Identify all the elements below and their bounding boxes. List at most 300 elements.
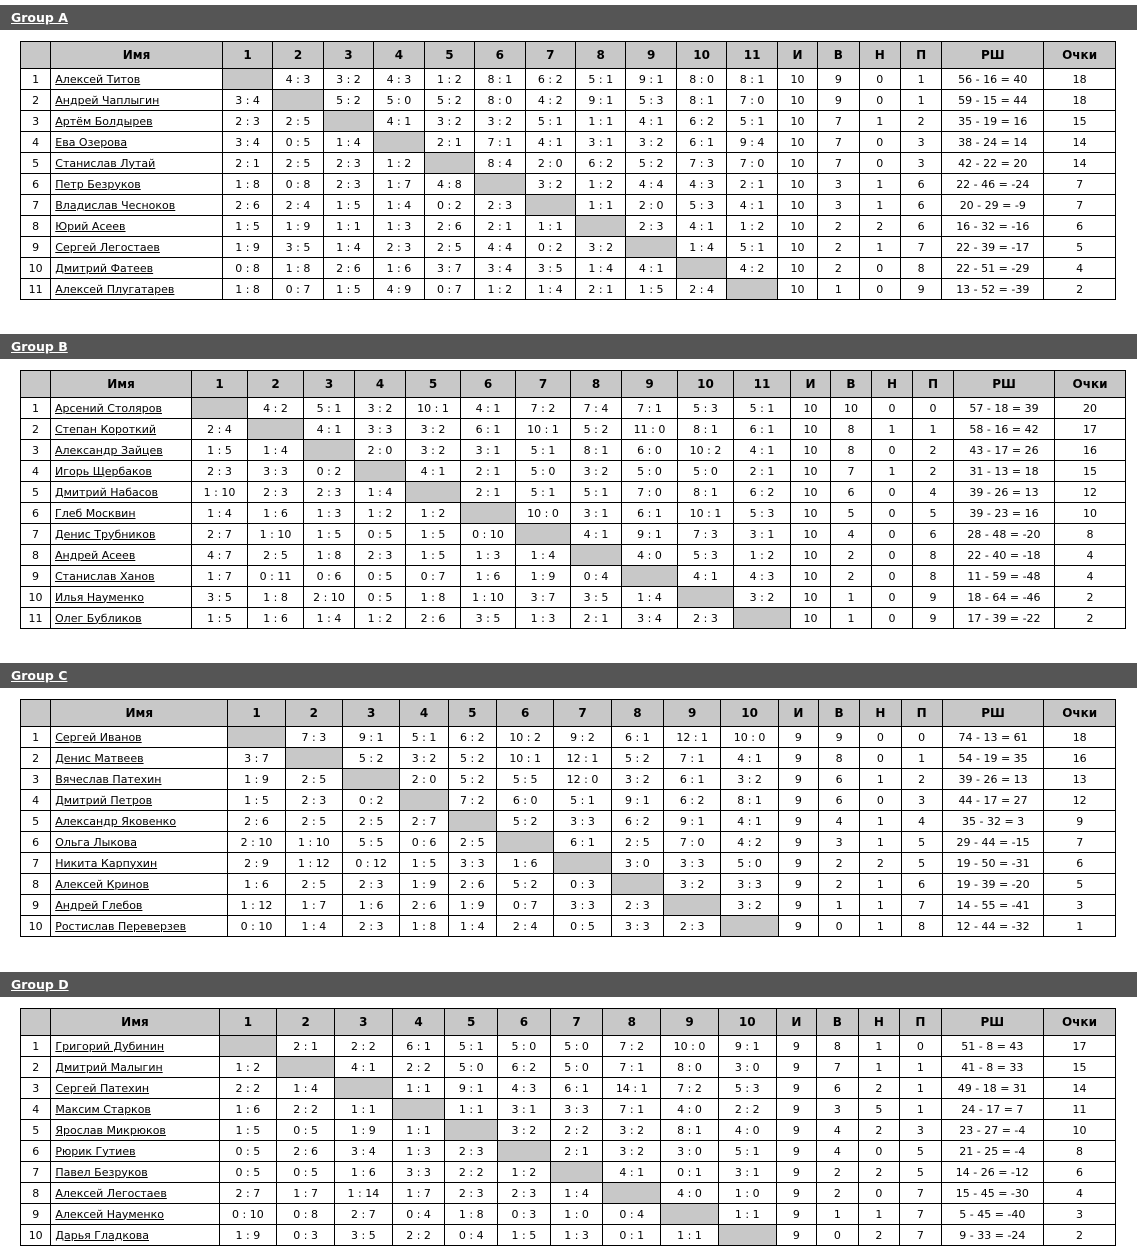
rank-cell: 4 xyxy=(21,132,51,153)
match-score-cell: 1 : 6 xyxy=(461,566,516,587)
match-score-cell: 4 : 3 xyxy=(273,69,323,90)
stat-cell: 0 xyxy=(872,608,913,629)
match-score-cell: 5 : 1 xyxy=(727,111,777,132)
stat-cell: 7 xyxy=(900,1204,942,1225)
group-d-table xyxy=(20,1008,1116,1246)
stat-cell: 0 xyxy=(860,748,901,769)
match-score-cell: 3 : 7 xyxy=(516,587,571,608)
column-header: И xyxy=(777,42,817,69)
rank-cell: 7 xyxy=(21,1162,51,1183)
stat-cell: 4 xyxy=(817,1120,859,1141)
stat-cell: 10 xyxy=(791,440,831,461)
rank-cell: 2 xyxy=(21,419,51,440)
match-score-cell: 2 : 5 xyxy=(343,811,400,832)
self-match-cell xyxy=(222,69,272,90)
player-name-link[interactable]: Андрей Глебов xyxy=(55,898,143,912)
stat-cell: 2 xyxy=(831,566,872,587)
self-match-cell xyxy=(334,1078,392,1099)
match-score-cell: 5 : 3 xyxy=(626,90,676,111)
player-name-link[interactable]: Степан Короткий xyxy=(55,422,157,436)
column-header: 2 xyxy=(285,700,342,727)
table-row xyxy=(21,90,1116,111)
group-a-title-link[interactable]: Group A xyxy=(11,10,68,25)
table-row xyxy=(21,69,1116,90)
match-score-cell: 12 : 1 xyxy=(554,748,611,769)
match-score-cell: 2 : 1 xyxy=(550,1141,603,1162)
match-score-cell: 0 : 4 xyxy=(603,1204,661,1225)
match-score-cell: 1 : 8 xyxy=(445,1204,498,1225)
match-score-cell: 2 : 0 xyxy=(626,195,676,216)
match-score-cell: 0 : 5 xyxy=(355,524,406,545)
player-name-link[interactable]: Станислав Лутай xyxy=(55,156,156,170)
match-score-cell: 0 : 1 xyxy=(661,1162,719,1183)
column-header: 8 xyxy=(603,1009,661,1036)
stat-cell: 0 xyxy=(860,727,901,748)
self-match-cell xyxy=(554,853,611,874)
player-name-link[interactable]: Алексей Науменко xyxy=(55,1207,164,1221)
match-score-cell: 4 : 0 xyxy=(622,545,678,566)
stat-cell: 6 xyxy=(913,524,954,545)
stat-cell: 10 xyxy=(777,153,817,174)
player-name-link[interactable]: Андрей Чаплыгин xyxy=(55,93,160,107)
player-name-link[interactable]: Илья Науменко xyxy=(55,590,145,604)
player-name-link[interactable]: Андрей Асеев xyxy=(55,548,136,562)
stat-cell: 7 xyxy=(900,237,941,258)
stat-cell: 9 xyxy=(776,1162,817,1183)
match-score-cell: 6 : 2 xyxy=(611,811,663,832)
match-score-cell: 2 : 2 xyxy=(550,1120,603,1141)
match-score-cell: 9 : 1 xyxy=(611,790,663,811)
stat-cell: 35 - 19 = 16 xyxy=(942,111,1044,132)
match-score-cell: 0 : 4 xyxy=(571,566,622,587)
rank-cell: 4 xyxy=(21,790,51,811)
stat-cell: 9 xyxy=(778,895,818,916)
player-name-link[interactable]: Никита Карпухин xyxy=(55,856,158,870)
stat-cell: 10 xyxy=(791,587,831,608)
name-column-header: Имя xyxy=(51,1009,219,1036)
match-score-cell: 5 : 2 xyxy=(496,811,553,832)
match-score-cell: 6 : 2 xyxy=(664,790,721,811)
column-header: РШ xyxy=(942,42,1044,69)
table-row xyxy=(21,111,1116,132)
match-score-cell: 4 : 1 xyxy=(603,1162,661,1183)
match-score-cell: 6 : 1 xyxy=(392,1036,445,1057)
stat-cell: 14 - 26 = -12 xyxy=(941,1162,1043,1183)
table-row xyxy=(21,1162,1116,1183)
match-score-cell: 1 : 4 xyxy=(448,916,496,937)
group-c-title-link[interactable]: Group C xyxy=(11,668,68,683)
stat-cell: 3 xyxy=(818,174,859,195)
match-score-cell: 1 : 12 xyxy=(228,895,285,916)
match-score-cell: 5 : 1 xyxy=(718,1141,776,1162)
match-score-cell: 8 : 1 xyxy=(571,440,622,461)
match-score-cell: 2 : 5 xyxy=(285,811,342,832)
player-name-link[interactable]: Арсений Столяров xyxy=(55,401,162,415)
rank-column-header xyxy=(21,1009,51,1036)
stat-cell: 39 - 26 = 13 xyxy=(954,482,1055,503)
column-header: В xyxy=(817,1009,859,1036)
player-name-cell xyxy=(51,90,223,111)
self-match-cell xyxy=(576,216,626,237)
self-match-cell xyxy=(461,503,516,524)
player-name-cell xyxy=(51,279,223,300)
player-name-link[interactable]: Олег Бубликов xyxy=(55,611,142,625)
player-name-link[interactable]: Сергей Патехин xyxy=(55,1081,150,1095)
match-score-cell: 1 : 6 xyxy=(248,608,304,629)
stat-cell: 1 xyxy=(900,1099,942,1120)
player-name-cell xyxy=(51,195,223,216)
stat-cell: 4 xyxy=(913,482,954,503)
match-score-cell: 1 : 6 xyxy=(228,874,285,895)
player-name-link[interactable]: Ростислав Переверзев xyxy=(55,919,187,933)
match-score-cell: 1 : 6 xyxy=(343,895,400,916)
player-name-link[interactable]: Владислав Чесноков xyxy=(55,198,176,212)
match-score-cell: 4 : 2 xyxy=(727,258,777,279)
player-name-link[interactable]: Павел Безруков xyxy=(55,1165,148,1179)
match-score-cell: 9 : 1 xyxy=(622,524,678,545)
stat-cell: 12 xyxy=(1044,790,1116,811)
group-c-header-bar xyxy=(0,663,1137,688)
stat-cell: 2 xyxy=(858,1078,900,1099)
stat-cell: 0 xyxy=(858,1183,900,1204)
stat-cell: 18 xyxy=(1044,69,1116,90)
match-score-cell: 5 : 3 xyxy=(718,1078,776,1099)
match-score-cell: 3 : 3 xyxy=(554,895,611,916)
player-name-cell xyxy=(51,608,192,629)
player-name-cell xyxy=(51,727,228,748)
stat-cell: 0 xyxy=(817,1225,859,1246)
match-score-cell: 3 : 4 xyxy=(222,90,272,111)
match-score-cell: 4 : 1 xyxy=(304,419,355,440)
rank-cell: 2 xyxy=(21,1057,51,1078)
stat-cell: 5 xyxy=(1044,237,1116,258)
player-name-link[interactable]: Алексей Плугатарев xyxy=(55,282,175,296)
stat-cell: 1 xyxy=(860,811,901,832)
match-score-cell: 7 : 0 xyxy=(664,832,721,853)
self-match-cell xyxy=(721,916,778,937)
match-score-cell: 1 : 2 xyxy=(374,153,424,174)
column-header: Очки xyxy=(1055,371,1126,398)
name-column-header: Имя xyxy=(51,371,192,398)
stat-cell: 13 - 52 = -39 xyxy=(942,279,1044,300)
match-score-cell: 0 : 7 xyxy=(424,279,474,300)
column-header: 6 xyxy=(475,42,525,69)
stat-cell: 5 xyxy=(831,503,872,524)
match-score-cell: 1 : 7 xyxy=(374,174,424,195)
match-score-cell: 1 : 8 xyxy=(304,545,355,566)
column-header: 4 xyxy=(374,42,424,69)
match-score-cell: 2 : 10 xyxy=(228,832,285,853)
table-row xyxy=(21,1099,1116,1120)
stat-cell: 2 xyxy=(1044,279,1116,300)
match-score-cell: 4 : 4 xyxy=(475,237,525,258)
match-score-cell: 2 : 1 xyxy=(727,174,777,195)
match-score-cell: 7 : 1 xyxy=(622,398,678,419)
match-score-cell: 1 : 0 xyxy=(718,1183,776,1204)
match-score-cell: 2 : 6 xyxy=(448,874,496,895)
stat-cell: 9 xyxy=(778,916,818,937)
match-score-cell: 0 : 7 xyxy=(496,895,553,916)
match-score-cell: 2 : 5 xyxy=(285,769,342,790)
stat-cell: 49 - 18 = 31 xyxy=(941,1078,1043,1099)
match-score-cell: 3 : 5 xyxy=(192,587,248,608)
group-b-title-link[interactable]: Group B xyxy=(11,339,68,354)
player-name-link[interactable]: Максим Старков xyxy=(55,1102,151,1116)
match-score-cell: 6 : 0 xyxy=(496,790,553,811)
match-score-cell: 1 : 9 xyxy=(228,769,285,790)
rank-cell: 8 xyxy=(21,874,51,895)
match-score-cell: 6 : 1 xyxy=(554,832,611,853)
stat-cell: 5 - 45 = -40 xyxy=(941,1204,1043,1225)
stat-cell: 6 xyxy=(819,769,860,790)
player-name-cell xyxy=(51,790,228,811)
player-name-cell xyxy=(51,1099,219,1120)
stat-cell: 28 - 48 = -20 xyxy=(954,524,1055,545)
self-match-cell xyxy=(406,482,461,503)
player-name-link[interactable]: Станислав Ханов xyxy=(55,569,155,583)
header-row xyxy=(21,700,1116,727)
match-score-cell: 1 : 5 xyxy=(498,1225,551,1246)
match-score-cell: 1 : 10 xyxy=(461,587,516,608)
match-score-cell: 3 : 4 xyxy=(222,132,272,153)
match-score-cell: 5 : 0 xyxy=(550,1057,603,1078)
stat-cell: 14 xyxy=(1044,132,1116,153)
rank-cell: 4 xyxy=(21,461,51,482)
match-score-cell: 4 : 0 xyxy=(661,1183,719,1204)
match-score-cell: 5 : 2 xyxy=(496,874,553,895)
match-score-cell: 6 : 2 xyxy=(448,727,496,748)
match-score-cell: 0 : 5 xyxy=(219,1141,277,1162)
player-name-link[interactable]: Вячеслав Патехин xyxy=(55,772,162,786)
stat-cell: 3 xyxy=(819,832,860,853)
match-score-cell: 8 : 1 xyxy=(721,790,778,811)
self-match-cell xyxy=(219,1036,277,1057)
match-score-cell: 3 : 2 xyxy=(611,769,663,790)
player-name-link[interactable]: Алексей Легостаев xyxy=(55,1186,167,1200)
match-score-cell: 3 : 5 xyxy=(571,587,622,608)
stat-cell: 10 xyxy=(777,237,817,258)
stat-cell: 58 - 16 = 42 xyxy=(954,419,1055,440)
column-header: Н xyxy=(860,700,901,727)
match-score-cell: 2 : 6 xyxy=(406,608,461,629)
match-score-cell: 3 : 5 xyxy=(525,258,575,279)
match-score-cell: 1 : 5 xyxy=(406,545,461,566)
table-row xyxy=(21,440,1126,461)
match-score-cell: 2 : 3 xyxy=(248,482,304,503)
table-row xyxy=(21,545,1126,566)
match-score-cell: 2 : 5 xyxy=(248,545,304,566)
stat-cell: 9 xyxy=(819,727,860,748)
rank-cell: 8 xyxy=(21,216,51,237)
match-score-cell: 5 : 1 xyxy=(304,398,355,419)
match-score-cell: 1 : 9 xyxy=(448,895,496,916)
self-match-cell xyxy=(228,727,285,748)
match-score-cell: 10 : 2 xyxy=(496,727,553,748)
player-name-link[interactable]: Александр Яковенко xyxy=(55,814,177,828)
self-match-cell xyxy=(323,111,373,132)
player-name-link[interactable]: Сергей Легостаев xyxy=(55,240,160,254)
stat-cell: 17 xyxy=(1043,1036,1115,1057)
stat-cell: 4 xyxy=(901,811,942,832)
player-name-link[interactable]: Игорь Щербаков xyxy=(55,464,152,478)
stat-cell: 10 xyxy=(777,195,817,216)
match-score-cell: 4 : 3 xyxy=(498,1078,551,1099)
stat-cell: 9 xyxy=(778,874,818,895)
match-score-cell: 1 : 2 xyxy=(355,608,406,629)
player-name-cell xyxy=(51,1225,219,1246)
column-header: 1 xyxy=(219,1009,277,1036)
match-score-cell: 1 : 3 xyxy=(392,1141,445,1162)
match-score-cell: 4 : 1 xyxy=(374,111,424,132)
match-score-cell: 5 : 0 xyxy=(622,461,678,482)
match-score-cell: 0 : 5 xyxy=(554,916,611,937)
group-d-title-link[interactable]: Group D xyxy=(11,977,69,992)
group-c-table xyxy=(20,699,1116,937)
stat-cell: 1 xyxy=(858,1204,900,1225)
player-name-link[interactable]: Дмитрий Фатеев xyxy=(55,261,154,275)
header-row xyxy=(21,1009,1116,1036)
match-score-cell: 3 : 1 xyxy=(498,1099,551,1120)
table-row xyxy=(21,524,1126,545)
column-header: 3 xyxy=(334,1009,392,1036)
column-header: В xyxy=(819,700,860,727)
stat-cell: 14 xyxy=(1043,1078,1115,1099)
match-score-cell: 3 : 2 xyxy=(400,748,448,769)
stat-cell: 17 - 39 = -22 xyxy=(954,608,1055,629)
match-score-cell: 5 : 1 xyxy=(734,398,791,419)
stat-cell: 7 xyxy=(1044,174,1116,195)
match-score-cell: 1 : 10 xyxy=(285,832,342,853)
stat-cell: 9 xyxy=(776,1036,817,1057)
column-header: Н xyxy=(858,1009,900,1036)
player-name-link[interactable]: Артём Болдырев xyxy=(55,114,153,128)
player-name-link[interactable]: Александр Зайцев xyxy=(55,443,163,457)
match-score-cell: 5 : 5 xyxy=(496,769,553,790)
stat-cell: 24 - 17 = 7 xyxy=(941,1099,1043,1120)
match-score-cell: 7 : 1 xyxy=(603,1057,661,1078)
table-row xyxy=(21,279,1116,300)
stat-cell: 1 xyxy=(817,1204,859,1225)
match-score-cell: 7 : 1 xyxy=(603,1099,661,1120)
stat-cell: 0 xyxy=(872,482,913,503)
player-name-link[interactable]: Дмитрий Петров xyxy=(55,793,153,807)
stat-cell: 2 xyxy=(913,461,954,482)
match-score-cell: 0 : 2 xyxy=(424,195,474,216)
match-score-cell: 1 : 4 xyxy=(192,503,248,524)
match-score-cell: 1 : 7 xyxy=(277,1183,335,1204)
match-score-cell: 4 : 1 xyxy=(406,461,461,482)
stat-cell: 5 xyxy=(901,832,942,853)
player-name-link[interactable]: Сергей Иванов xyxy=(55,730,142,744)
player-name-cell xyxy=(51,1057,219,1078)
match-score-cell: 2 : 3 xyxy=(323,153,373,174)
match-score-cell: 1 : 6 xyxy=(374,258,424,279)
player-name-link[interactable]: Юрий Асеев xyxy=(55,219,126,233)
stat-cell: 8 xyxy=(913,545,954,566)
table-row xyxy=(21,419,1126,440)
stat-cell: 6 xyxy=(817,1078,859,1099)
stat-cell: 10 xyxy=(777,174,817,195)
match-score-cell: 1 : 4 xyxy=(323,132,373,153)
match-score-cell: 2 : 1 xyxy=(475,216,525,237)
match-score-cell: 1 : 1 xyxy=(576,111,626,132)
stat-cell: 9 xyxy=(913,587,954,608)
match-score-cell: 4 : 1 xyxy=(461,398,516,419)
stat-cell: 13 xyxy=(1044,769,1116,790)
match-score-cell: 7 : 4 xyxy=(571,398,622,419)
match-score-cell: 3 : 5 xyxy=(273,237,323,258)
match-score-cell: 9 : 1 xyxy=(718,1036,776,1057)
self-match-cell xyxy=(400,790,448,811)
rank-cell: 9 xyxy=(21,895,51,916)
player-name-link[interactable]: Ярослав Микрюков xyxy=(55,1123,166,1137)
table-row xyxy=(21,608,1126,629)
match-score-cell: 1 : 1 xyxy=(576,195,626,216)
stat-cell: 6 xyxy=(1044,216,1116,237)
player-name-link[interactable]: Алексей Кринов xyxy=(55,877,149,891)
stat-cell: 41 - 8 = 33 xyxy=(941,1057,1043,1078)
player-name-cell xyxy=(51,1183,219,1204)
group-b-header-bar xyxy=(0,334,1137,359)
self-match-cell xyxy=(355,461,406,482)
stat-cell: 57 - 18 = 39 xyxy=(954,398,1055,419)
player-name-link[interactable]: Дарья Гладкова xyxy=(55,1228,149,1242)
stat-cell: 10 xyxy=(777,279,817,300)
match-score-cell: 3 : 0 xyxy=(611,853,663,874)
stat-cell: 6 xyxy=(900,174,941,195)
stat-cell: 1 xyxy=(859,195,900,216)
group-a-table xyxy=(20,41,1116,300)
column-header: 5 xyxy=(448,700,496,727)
player-name-link[interactable]: Григорий Дубинин xyxy=(55,1039,165,1053)
stat-cell: 4 xyxy=(817,1141,859,1162)
player-name-link[interactable]: Алексей Титов xyxy=(55,72,141,86)
match-score-cell: 2 : 3 xyxy=(678,608,734,629)
player-name-link[interactable]: Дмитрий Набасов xyxy=(55,485,159,499)
stat-cell: 9 xyxy=(776,1204,817,1225)
player-name-link[interactable]: Глеб Москвин xyxy=(55,506,136,520)
match-score-cell: 3 : 2 xyxy=(721,895,778,916)
match-score-cell: 1 : 0 xyxy=(550,1204,603,1225)
player-name-link[interactable]: Рюрик Гутиев xyxy=(55,1144,136,1158)
match-score-cell: 4 : 1 xyxy=(334,1057,392,1078)
match-score-cell: 0 : 10 xyxy=(228,916,285,937)
rank-cell: 5 xyxy=(21,482,51,503)
match-score-cell: 1 : 2 xyxy=(498,1162,551,1183)
match-score-cell: 9 : 2 xyxy=(554,727,611,748)
table-row xyxy=(21,237,1116,258)
stat-cell: 17 xyxy=(1055,419,1126,440)
match-score-cell: 0 : 8 xyxy=(273,174,323,195)
player-name-link[interactable]: Дмитрий Малыгин xyxy=(55,1060,163,1074)
match-score-cell: 10 : 0 xyxy=(721,727,778,748)
match-score-cell: 1 : 4 xyxy=(277,1078,335,1099)
match-score-cell: 4 : 1 xyxy=(571,524,622,545)
player-name-link[interactable]: Ольга Лыкова xyxy=(55,835,137,849)
match-score-cell: 0 : 5 xyxy=(277,1162,335,1183)
stat-cell: 8 xyxy=(1055,524,1126,545)
player-name-link[interactable]: Денис Трубников xyxy=(55,527,156,541)
player-name-link[interactable]: Ева Озерова xyxy=(55,135,128,149)
player-name-link[interactable]: Денис Матвеев xyxy=(55,751,144,765)
stat-cell: 56 - 16 = 40 xyxy=(942,69,1044,90)
player-name-link[interactable]: Петр Безруков xyxy=(55,177,141,191)
stat-cell: 11 xyxy=(1043,1099,1115,1120)
stat-cell: 0 xyxy=(901,727,942,748)
player-name-cell xyxy=(51,111,223,132)
match-score-cell: 1 : 10 xyxy=(248,524,304,545)
match-score-cell: 1 : 6 xyxy=(248,503,304,524)
